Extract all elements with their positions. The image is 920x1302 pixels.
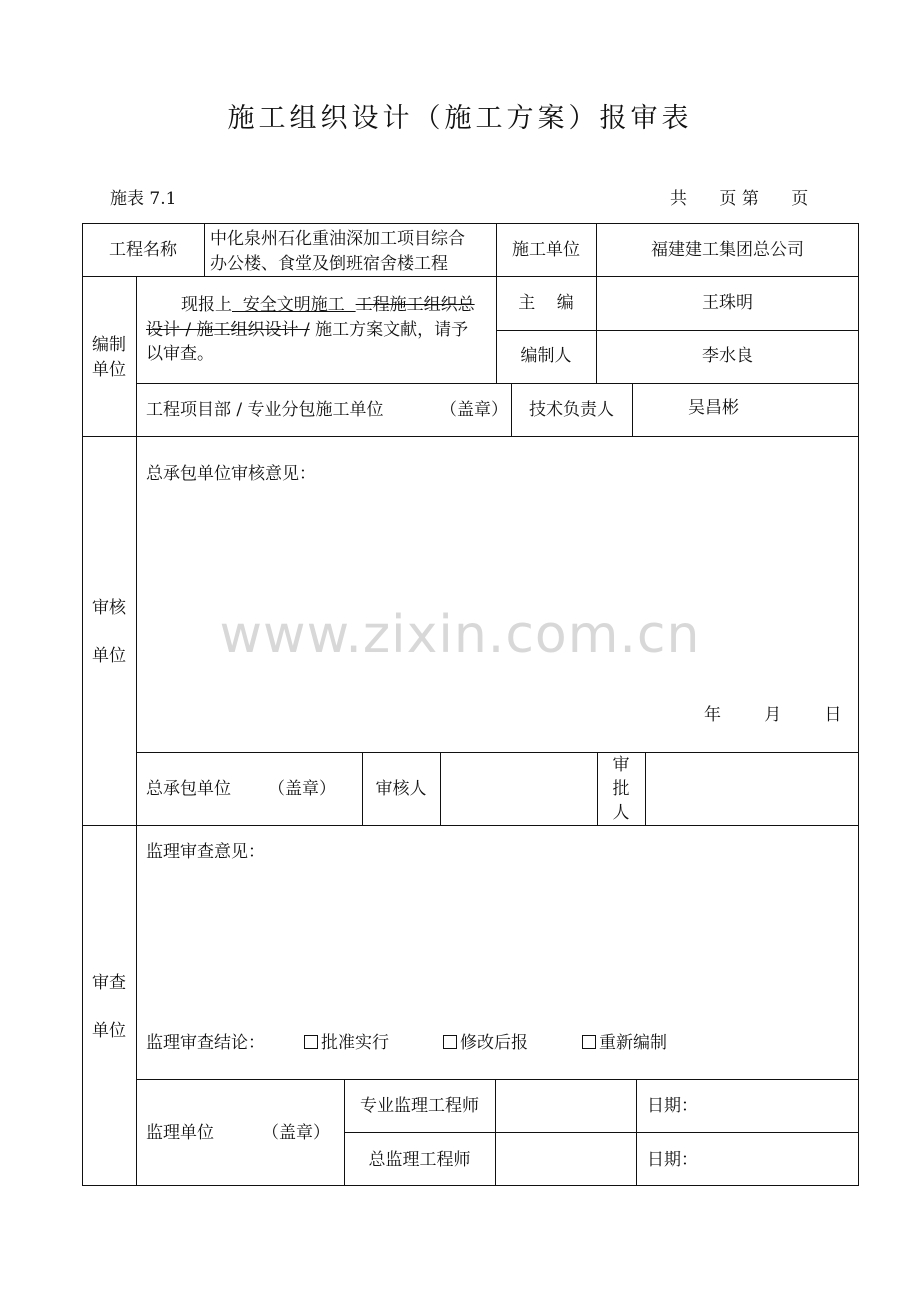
tech-lead-value: 吴昌彬 <box>688 398 739 418</box>
statement-struck-2: 设计 / 施工组织设计 / <box>146 320 310 340</box>
statement-line3: 以审查。 <box>146 344 214 364</box>
supervision-unit-label-2: 单位 <box>92 1021 126 1041</box>
chief-engineer-label: 总监理工程师 <box>368 1150 471 1170</box>
form-number: 施表 7.1 <box>110 189 177 209</box>
editor-value: 王珠明 <box>702 293 753 313</box>
statement-prefix: 现报上 <box>181 295 232 315</box>
option-approve-label: 批准实行 <box>321 1033 389 1053</box>
col-line <box>204 223 205 276</box>
statement-line2 <box>146 318 468 342</box>
project-name-line2: 办公楼、食堂及倒班宿舍楼工程 <box>210 254 448 274</box>
review-opinion-label: 总承包单位审核意见： <box>146 464 316 484</box>
revise-checkbox[interactable] <box>443 1035 457 1049</box>
row-line <box>82 436 859 437</box>
specialist-date-label: 日期： <box>647 1096 698 1116</box>
supervision-conclusion-label: 监理审查结论： <box>146 1033 265 1053</box>
contractor-label: 施工单位 <box>512 240 580 260</box>
editor-label: 主 编 <box>518 293 574 313</box>
project-dept-seal: （盖章） <box>440 400 508 420</box>
page-info: 共 页 第 页 <box>670 189 809 209</box>
row-line <box>82 276 859 277</box>
compile-unit-label-1: 编制 <box>92 335 126 355</box>
col-line <box>645 752 646 825</box>
specialist-engineer-label: 专业监理工程师 <box>360 1096 479 1116</box>
statement-plan-type: 安全文明施工 <box>232 295 356 315</box>
project-name-line1: 中化泉州石化重油深加工项目综合 <box>210 229 465 249</box>
option-recompile-label: 重新编制 <box>599 1033 667 1053</box>
contractor-value: 福建建工集团总公司 <box>651 240 804 260</box>
statement-struck-1: 工程施工组织总 <box>355 295 475 315</box>
general-contractor-seal: （盖章） <box>268 779 336 799</box>
approver-label-2: 批 <box>612 779 630 799</box>
row-line <box>136 383 859 384</box>
compiler-label: 编制人 <box>520 346 572 366</box>
row-line <box>82 825 859 826</box>
col-line <box>136 276 137 1186</box>
compile-unit-label-2: 单位 <box>92 360 126 380</box>
page-title: 施工组织设计（施工方案）报审表 <box>227 103 693 134</box>
row-line <box>344 1132 859 1133</box>
project-name-label: 工程名称 <box>109 240 177 260</box>
chief-date-label: 日期： <box>647 1150 698 1170</box>
approver-label-3: 人 <box>612 803 630 823</box>
option-recompile[interactable] <box>582 1031 667 1055</box>
review-unit-label-1: 审核 <box>92 598 126 618</box>
compiler-value: 李水良 <box>702 346 753 366</box>
row-line <box>136 1079 859 1080</box>
supervision-opinion-label: 监理审查意见： <box>146 842 265 862</box>
approve-checkbox[interactable] <box>304 1035 318 1049</box>
project-dept-label: 工程项目部 / 专业分包施工单位 <box>146 400 384 420</box>
supervision-seal: （盖章） <box>262 1123 330 1143</box>
option-revise[interactable] <box>443 1031 528 1055</box>
option-approve[interactable] <box>304 1031 389 1055</box>
col-line <box>636 1079 637 1186</box>
statement-line1 <box>181 293 475 317</box>
col-line <box>632 383 633 436</box>
col-line <box>495 1079 496 1186</box>
supervision-unit-label: 监理单位 <box>146 1123 214 1143</box>
supervision-unit-label-1: 审查 <box>92 973 126 993</box>
option-revise-label: 修改后报 <box>460 1033 528 1053</box>
review-unit-label-2: 单位 <box>92 646 126 666</box>
review-date: 年 月 日 <box>704 705 842 725</box>
recompile-checkbox[interactable] <box>582 1035 596 1049</box>
statement-rest-1: 施工方案文献，请予 <box>309 320 469 340</box>
general-contractor-label: 总承包单位 <box>146 779 231 799</box>
row-line <box>496 330 859 331</box>
watermark: www.zixin.com.cn <box>219 605 701 665</box>
col-line <box>440 752 441 825</box>
tech-lead-label: 技术负责人 <box>529 400 614 420</box>
approver-label-1: 审 <box>612 755 630 775</box>
row-line <box>136 752 859 753</box>
reviewer-label: 审核人 <box>375 779 427 799</box>
